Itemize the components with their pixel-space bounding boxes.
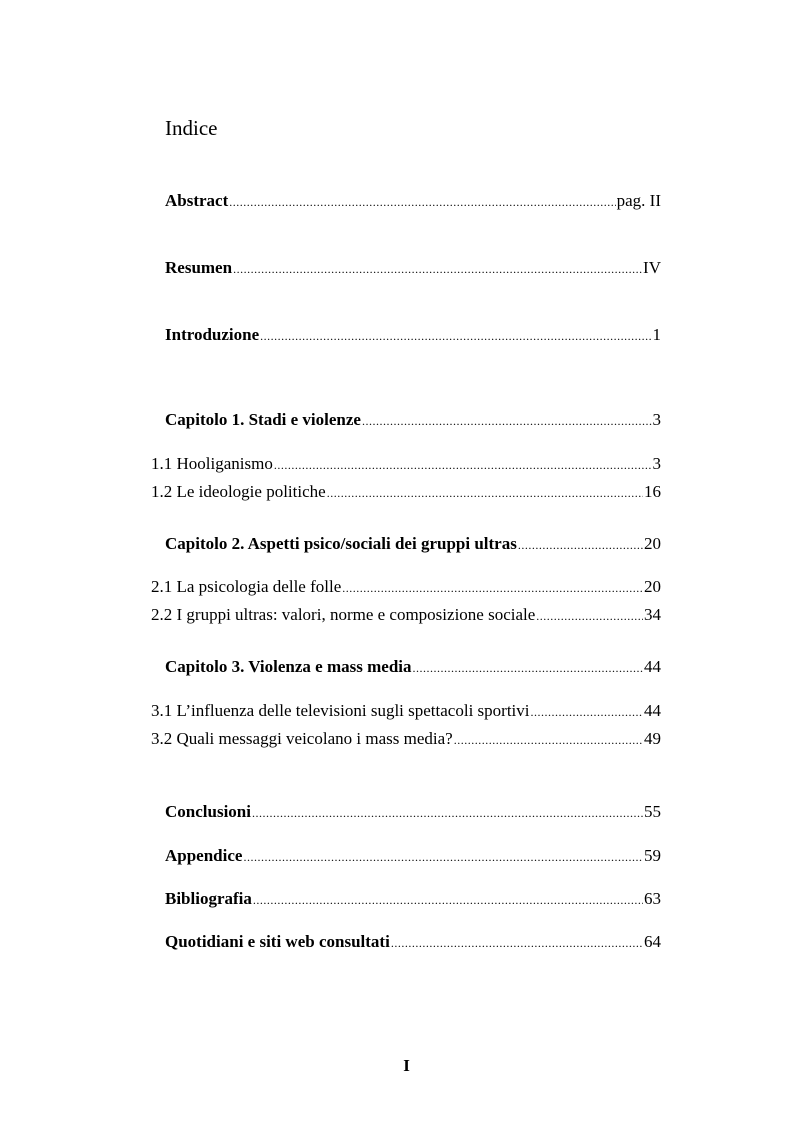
toc-entry-section-1-1[interactable] (151, 453, 661, 476)
toc-leader-dots (413, 657, 644, 679)
toc-entry-page: 34 (644, 605, 661, 624)
toc-leader-dots (391, 932, 643, 954)
toc-leader-dots (229, 191, 615, 213)
toc-entry-page: 44 (644, 701, 661, 720)
toc-leader-dots (454, 729, 643, 751)
toc-entry-label: Introduzione (165, 325, 260, 344)
toc-entry-page: 49 (644, 729, 661, 748)
toc-leader-dots (518, 534, 643, 556)
toc-entry-label: 2.2 I gruppi ultras: valori, norme e composizione sociale (151, 605, 536, 624)
toc-entry-capitolo-2[interactable] (165, 533, 661, 556)
toc-entry-abstract[interactable] (165, 190, 661, 213)
toc-entry-label: Bibliografia (165, 889, 252, 908)
toc-entry-label: Capitolo 2. Aspetti psico/sociali dei gruppi ultras (165, 534, 517, 553)
toc-entry-page: 3 (652, 454, 661, 473)
toc-entry-section-1-2[interactable] (151, 481, 661, 504)
toc-entry-label: 3.1 L’influenza delle televisioni sugli spettacoli sportivi (151, 701, 530, 720)
toc-entry-label: 3.2 Quali messaggi veicolano i mass media? (151, 729, 453, 748)
toc-entry-label: Abstract (165, 191, 229, 210)
toc-entry-label: 1.2 Le ideologie politiche (151, 482, 326, 501)
toc-entry-page: 64 (644, 932, 661, 951)
toc-entry-label: Appendice (165, 846, 243, 865)
toc-entry-label: 2.1 La psicologia delle folle (151, 577, 342, 596)
toc-leader-dots (536, 605, 643, 627)
page-title: Indice (165, 116, 218, 140)
toc-entry-label: 1.1 Hooliganismo (151, 454, 273, 473)
toc-entry-section-2-1[interactable] (151, 576, 661, 599)
toc-entry-capitolo-3[interactable] (165, 656, 661, 679)
toc-leader-dots (252, 802, 643, 824)
toc-leader-dots (327, 482, 643, 504)
toc-leader-dots (531, 701, 644, 723)
toc-leader-dots (260, 325, 651, 347)
toc-entry-appendice[interactable] (165, 845, 661, 868)
toc-entry-label: Conclusioni (165, 802, 251, 821)
toc-leader-dots (233, 258, 642, 280)
toc-entry-capitolo-1[interactable] (165, 409, 661, 432)
toc-entry-label: Resumen (165, 258, 233, 277)
page-number: I (403, 1056, 410, 1075)
toc-entry-page: 20 (644, 534, 661, 553)
toc-entry-label: Capitolo 1. Stadi e violenze (165, 410, 361, 429)
toc-entry-label: Quotidiani e siti web consultati (165, 932, 390, 951)
toc-entry-page: 59 (644, 846, 661, 865)
toc-entry-resumen[interactable] (165, 257, 661, 280)
toc-entry-quotidiani[interactable] (165, 931, 661, 954)
toc-entry-page: 20 (644, 577, 661, 596)
toc-entry-page: 16 (644, 482, 661, 501)
toc-entry-page: 1 (652, 325, 661, 344)
toc-leader-dots (362, 410, 652, 432)
toc-entry-bibliografia[interactable] (165, 888, 661, 911)
toc-entry-introduzione[interactable] (165, 324, 661, 347)
toc-entry-section-3-1[interactable] (151, 700, 661, 723)
toc-leader-dots (253, 889, 643, 911)
toc-entry-label: Capitolo 3. Violenza e mass media (165, 657, 412, 676)
toc-entry-conclusioni[interactable] (165, 801, 661, 824)
toc-entry-page: pag. II (616, 191, 661, 210)
toc-entry-page: IV (643, 258, 661, 277)
toc-entry-section-2-2[interactable] (151, 604, 661, 627)
toc-entry-page: 3 (652, 410, 661, 429)
toc-entry-page: 44 (644, 657, 661, 676)
toc-entry-page: 63 (644, 889, 661, 908)
toc-leader-dots (342, 577, 643, 599)
toc-entry-page: 55 (644, 802, 661, 821)
toc-entry-section-3-2[interactable] (151, 728, 661, 751)
toc-leader-dots (243, 846, 643, 868)
toc-leader-dots (274, 454, 652, 476)
